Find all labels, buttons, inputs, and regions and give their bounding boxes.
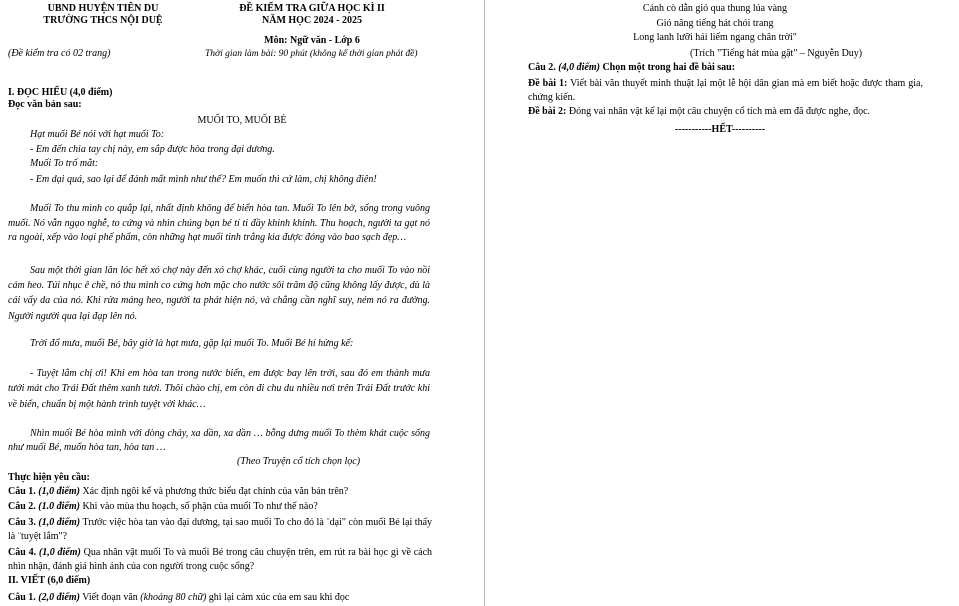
part2-heading: II. VIẾT (6,0 điểm) <box>8 575 91 586</box>
exam-page-2 <box>485 0 959 606</box>
story-paragraph: Hạt muối Bé nói với hạt muối To: <box>30 129 165 140</box>
question-2: Câu 2. (1.0 điểm) Khi vào mùa thu hoạch, số phận của muối To như thế nào? <box>8 501 318 512</box>
writing-question-2: Câu 2. (4,0 điểm) Chọn một trong hai đề bài sau: <box>528 62 736 73</box>
time-note: Thời gian làm bài: 90 phút (không kể thời gian phát đề) <box>205 49 418 59</box>
question-1: Câu 1. (1,0 điểm) Xác định ngôi kể và phương thức biểu đạt chính của văn bản trên? <box>8 486 349 497</box>
question-3: Câu 3. (1,0 điểm) Trước việc hòa tan vào đại dương, tại sao muối To cho đó là ¨dại" còn muối Bé lại thấy là ¨tuyệt lắm"? <box>8 517 433 542</box>
story-source: (Theo Truyện cổ tích chọn lọc) <box>237 456 361 467</box>
topic-2: Đề bài 2: Đóng vai nhân vật kể lại một câu chuyện cổ tích mà em đã được nghe, đọc. <box>528 106 871 117</box>
subject: Môn: Ngữ văn - Lớp 6 <box>264 35 360 46</box>
part1-heading: I. ĐỌC HIỂU (4,0 điểm) <box>8 87 113 98</box>
story-paragraph: Muối To thu mình co quắp lại, nhất định không để biển hòa tan. Muối To lên bờ, sống trong vuông muối. Nó vẫn ngạo nghễ, to cứng và nhìn chúng bạn bé tí ti đầy khinh khỉnh. Thu hoạch, người ta gạt nó ra ngoài, xếp vào loại phế phẩm, còn những hạt muối tinh trắng kia được đóng vào bao sạch đẹp… <box>8 203 430 244</box>
poem-line: Gió nâng tiếng hát chói trang <box>656 18 774 29</box>
school-year: NĂM HỌC 2024 - 2025 <box>262 15 362 26</box>
story-paragraph: - Tuyệt lắm chị ơi! Khi em hòa tan trong nước biển, em được bay lên trời, sau đó em thành mưa tưới mát cho Trái Đất thêm xanh tươi. Thôi chào chị, em còn đi chu du nhiều nơi trên Trái Đất trước khi về biển, chuẩn bị một hành trình tuyệt vời khác… <box>8 368 430 410</box>
end-mark: -----------HẾT---------- <box>674 124 766 135</box>
poem-source: (Trích "Tiếng hát mùa gặt" – Nguyễn Duy) <box>690 48 863 59</box>
story-paragraph: Muối To trố mắt: <box>30 158 99 169</box>
school-name: TRƯỜNG THCS NỘI DUỆ <box>43 15 163 26</box>
story-paragraph: Nhìn muối Bé hòa mình với dòng chảy, xa dần, xa dần … bỗng dưng muối To thèm khát cuộc sống như muối Bé, muốn hòa tan, hòa tan … <box>8 428 430 453</box>
pages-note: (Đề kiểm tra có 02 trang) <box>8 48 111 59</box>
district-name: UBND HUYỆN TIÊN DU <box>47 3 159 14</box>
story-paragraph: - Em đến chia tay chị này, em sắp được hòa trong đại dương. <box>30 144 275 155</box>
story-title: MUỐI TO, MUỐI BÉ <box>197 115 287 126</box>
poem-line: Long lanh lưỡi hái liếm ngang chân trời" <box>633 32 797 43</box>
question-4: Câu 4. (1,0 điểm) Qua nhân vật muối To và muối Bé trong câu chuyện trên, em rút ra bài học gì về cách nhìn nhận, đánh giá hình ảnh của con người trong cuộc sống? <box>8 547 433 572</box>
story-paragraph: Sau một thời gian lăn lóc hết xó chợ này đến xó chợ khác, cuối cùng người ta cho muối To vào nồi cám heo. Túi nhục ê chề, nó thu mình co cứng hơn mặc cho nước sôi trăm độ cũng không lấy được, dù là cái vẩy da của nó. Khi rửa máng heo, người ta phát hiện nó, và chẳng cần nghĩ suy, ném nó ra đường. Người người qua lại đạp lên nó. <box>8 265 430 322</box>
story-paragraph: Trời đổ mưa, muối Bé, bây giờ là hạt mưa, gặp lại muối To. Muối Bé hí hửng kể: <box>30 338 354 349</box>
exam-title: ĐỀ KIỂM TRA GIỮA HỌC KÌ II <box>239 3 385 14</box>
topic-1: Đề bài 1: Viết bài văn thuyết minh thuật lại một lễ hội dân gian mà em biết hoặc được tham gia, chứng kiến. <box>528 78 923 103</box>
story-paragraph: - Em dại quá, sao lại để đánh mất mình như thế? Em muốn thì cứ làm, chị không điên! <box>30 174 377 185</box>
writing-question-1: Câu 1. (2,0 điểm) Viết đoạn văn (khoảng 80 chữ) ghi lại cảm xúc của em sau khi đọc <box>8 592 350 603</box>
read-instruction: Đọc văn bản sau: <box>8 99 82 110</box>
poem-line: Cánh cò dẫn gió qua thung lúa vàng <box>642 3 788 14</box>
tasks-heading: Thực hiện yêu cầu: <box>8 472 90 483</box>
